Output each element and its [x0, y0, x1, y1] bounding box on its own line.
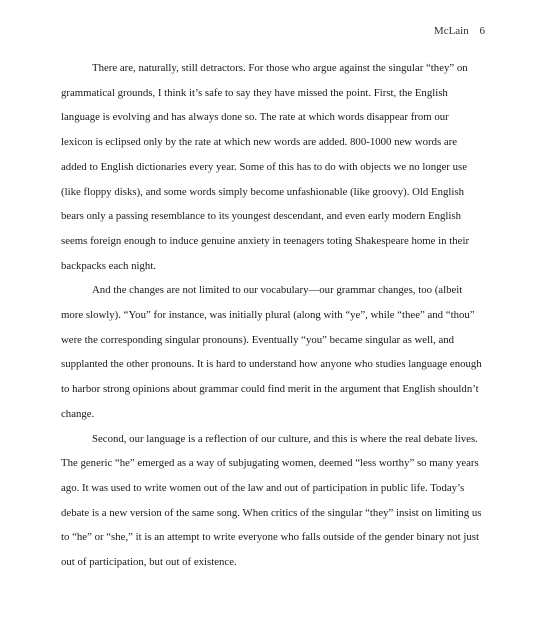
author-surname: McLain: [433, 25, 469, 37]
paragraph-detractors: There are, naturally, still detractors. For those who argue against the singular “they” on grammatical grounds, I think it’s safe to say they have missed the point. First, the English language is evolving and has always done so. The rate at which words disappear from our lexicon is eclipsed only by the rate at which new words are added. 800-1000 new words are added to English dictionaries every year. Some of this has to do with objects we no longer use (like floppy disks), and some words simply become unfashionable (like groovy). Old English bears only a passing resemblance to its youngest descendant, and even early modern English seems foreign enough to induce genuine anxiety in teenagers toting Shakespeare home in their backpacks each night.: [61, 62, 470, 272]
paragraph-culture: Second, our language is a reflection of our culture, and this is where the real debate lives. The generic “he” emerged as a way of subjugating women, deemed “less worthy” so many years ago. It was used to write women out of the law and out of participation in public life. Today’s debate is a new version of the same song. When critics of the singular “they” insist on limiting us to “he” or “she,” it is an attempt to write everyone who falls outside of the gender binary not just out of participation, but out of existence.: [61, 432, 482, 569]
body-text: [61, 56, 482, 575]
paragraph-grammar-changes: And the changes are not limited to our vocabulary—our grammar changes, too (albeit more slowly). “You” for instance, was initially plural (along with “ye”, while “thee” and “thou” were the corresponding singular pronouns). Eventually “you” became singular as well, and supplanted the other pronouns. It is hard to understand how anyone who studies language enough to harbor strong opinions about grammar could find merit in the argument that English shouldn’t change.: [61, 284, 482, 420]
running-header: [434, 24, 485, 38]
page-number: 6: [479, 25, 485, 37]
